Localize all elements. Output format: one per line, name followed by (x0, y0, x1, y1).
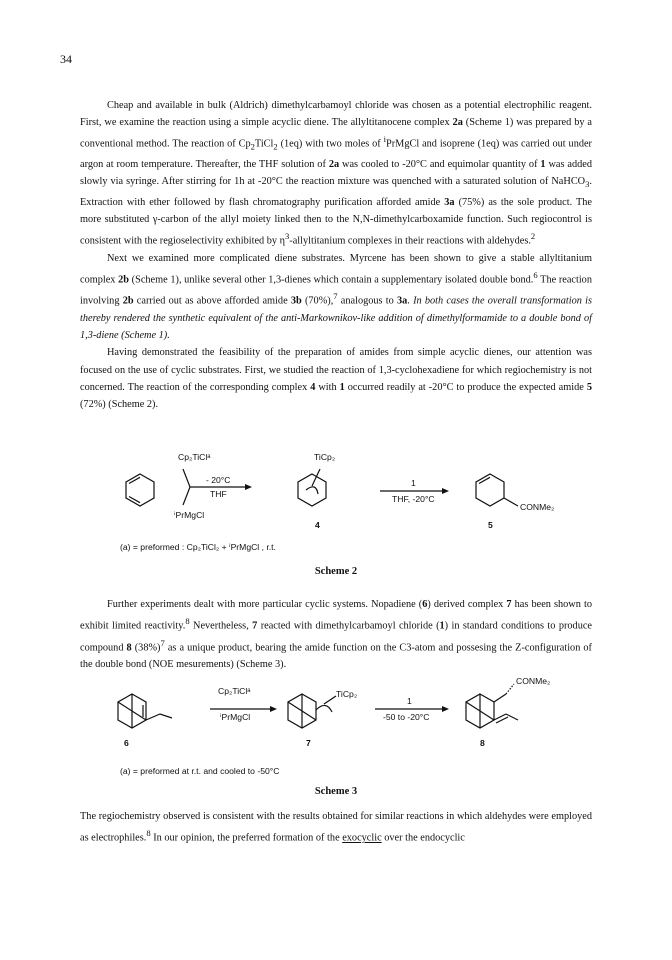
reagent-cp2ticl: Cp₂TiClᵃ (218, 686, 251, 696)
compound-ref: 3a (397, 295, 408, 307)
reference-mark: 7 (160, 637, 165, 648)
compound-number-4: 4 (315, 520, 320, 530)
text: . Extraction with ether followed by flash chromatography purification afforded amide (80, 176, 592, 208)
paragraph-5 (80, 808, 592, 847)
ticp2-label: TiCp₂ (314, 452, 336, 462)
compound-ref: 1 (339, 381, 345, 393)
superscript: 3 (285, 230, 290, 241)
text: ) derived complex (427, 599, 507, 610)
text: PrMgCl and isoprene (1eq) was carried out under argon at room temperature. Thereafter, the THF solution of (80, 138, 592, 171)
subscript: 3 (585, 179, 590, 190)
compound-ref: 3a (444, 196, 455, 208)
arrow-reagent: 1 (411, 478, 416, 488)
text: Nevertheless, (189, 620, 253, 632)
text: TiCl (254, 138, 274, 150)
text: reacted with dimethylcarbamoyl chloride ( (257, 620, 440, 632)
scheme-3-footnote: (a) = preformed at r.t. and cooled to -50°C (120, 766, 280, 776)
compound-ref: 6 (422, 599, 428, 610)
compound-ref: 2b (118, 274, 130, 286)
allyltitanium-complex-4 (298, 469, 326, 506)
reagent-cp2ticl: Cp₂TiClᵃ (178, 452, 211, 462)
reagent-iprmgcl: ⁱPrMgCl (220, 712, 251, 722)
compound-ref: 8 (126, 642, 132, 654)
amide-product-8 (466, 684, 518, 728)
scheme-2 (80, 446, 592, 586)
text: (72%) (Scheme 2). (80, 399, 159, 411)
text: Next we examined more complicated diene substrates. Myrcene has been shown to give a stable allyltitanium complex (80, 252, 592, 286)
text: with (315, 381, 340, 393)
compound-number-6: 6 (124, 738, 129, 748)
text: (1eq) with two moles of (277, 138, 384, 150)
compound-ref: 1 (540, 159, 546, 171)
text: . (407, 295, 414, 307)
text: analogous to (337, 295, 397, 307)
text: ) in standard conditions to produce compound (80, 620, 592, 654)
compound-ref: 1 (439, 620, 445, 632)
scheme-2-drawing (80, 446, 592, 586)
reference-mark: 8 (146, 828, 151, 839)
page-number: 34 (60, 52, 72, 66)
condition-temperature: - 20°C (206, 475, 231, 485)
product-group-label: CONMe₂ (516, 676, 551, 686)
compound-ref: 7 (252, 620, 258, 632)
text: Having demonstrated the feasibility of the preparation of amides from simple acyclic dienes, our attention was focused on the use of cyclic substrates. First, we studied the reaction of 1,3-cyclohexadiene for which regiochemistry is not concerned. The reaction of the corresponding complex (80, 347, 592, 393)
text: was added slowly via syringe. After stirring for 1h at -20°C the reaction mixture was quenched with a saturated solution of NaHCO (80, 159, 592, 188)
compound-ref: 3b (290, 295, 302, 307)
italic-text: In both cases the overall transformation is thereby rendered the synthetic equivalent of the anti-Markownikov-like addition of dimethylformamide to a double bond of 1,3-diene (Scheme 1). (80, 295, 592, 342)
subscript: 2 (273, 141, 278, 152)
reference-mark: 2 (530, 230, 536, 241)
text: as a unique product, bearing the amide function on the C3-atom and possesing the Z-configuration of the double bond (NOE mesurements) (Scheme 3). (80, 642, 592, 671)
compound-number-7: 7 (306, 738, 311, 748)
compound-ref: 4 (310, 381, 316, 393)
scheme-2-caption: Scheme 2 (314, 566, 358, 577)
text: (Scheme 1), unlike several other 1,3-dienes which contain a supplementary isolated double bond. (129, 274, 534, 286)
paragraph-4 (80, 596, 592, 674)
compound-ref: 2a (328, 159, 340, 171)
text: The reaction involving (80, 274, 592, 307)
text: -allyltitanium complexes in their reactions with aldehydes. (289, 235, 531, 247)
amide-product-5 (476, 474, 518, 506)
compound-ref: 2b (122, 295, 134, 307)
reference-mark: 6 (533, 269, 538, 280)
reference-mark: 7 (333, 291, 338, 302)
text: (38%) (131, 642, 161, 654)
subscript: 2 (250, 141, 255, 152)
scheme-3 (80, 672, 592, 812)
product-group-label: CONMe₂ (520, 502, 555, 512)
ticp2-label: TiCp₂ (336, 689, 358, 699)
condition-solvent: THF (210, 489, 227, 499)
superscript: i (383, 134, 387, 145)
text: (70%), (301, 295, 334, 307)
text: carried out as above afforded amide (133, 295, 291, 307)
text: has been shown to exhibit limited reactivity. (80, 599, 592, 632)
text: over the endocyclic (381, 832, 465, 844)
compound-ref: 7 (506, 599, 512, 610)
compound-ref: 5 (586, 381, 592, 393)
reagent-iprmgcl: ⁱPrMgCl (174, 510, 205, 520)
text: In our opinion, the preferred formation of the (150, 832, 343, 844)
nopadiene-structure-6 (118, 694, 172, 728)
underlined-text: exocyclic (342, 832, 382, 844)
text: Cheap and available in bulk (Aldrich) dimethylcarbamoyl chloride was chosen as a potential electrophilic reagent. First, we examine the reaction using a simple acyclic diene. The allyltitanocene complex (80, 100, 592, 129)
text: occurred readily at -20°C to produce the expected amide (344, 381, 587, 393)
compound-number-5: 5 (488, 520, 493, 530)
scheme-2-footnote: (a) = preformed : Cp₂TiCl₂ + ⁱPrMgCl , r.t. (120, 542, 276, 552)
arrow-conditions: THF, -20°C (392, 494, 435, 504)
compound-ref: 2a (452, 117, 463, 129)
scheme-3-caption: Scheme 3 (314, 786, 358, 797)
allyltitanium-complex-7 (288, 694, 336, 728)
arrow-reagent: 1 (407, 696, 412, 706)
text: (Scheme 1) was prepared by a conventional method. The reaction of Cp (80, 117, 592, 150)
compound-number-8: 8 (480, 738, 485, 748)
text: was cooled to -20°C and equimolar quantity of (339, 159, 541, 171)
text: (75%) as the sole product. The more substituted γ-carbon of the allyl moiety linked then to the N,N-dimethylcarboxamide function. Such regiocontrol is consistent with the regioselectivity exhibited by η (80, 196, 592, 247)
reference-mark: 8 (185, 616, 190, 627)
text: Further experiments dealt with more particular cyclic systems. Nopadiene ( (107, 599, 423, 610)
text: The regiochemistry observed is consistent with the results obtained for similar reactions in which aldehydes were employed as electrophiles. (80, 811, 592, 844)
paragraph-1 (80, 97, 592, 413)
arrow-conditions: -50 to -20°C (383, 712, 430, 722)
cyclohexadiene-structure (126, 474, 154, 506)
